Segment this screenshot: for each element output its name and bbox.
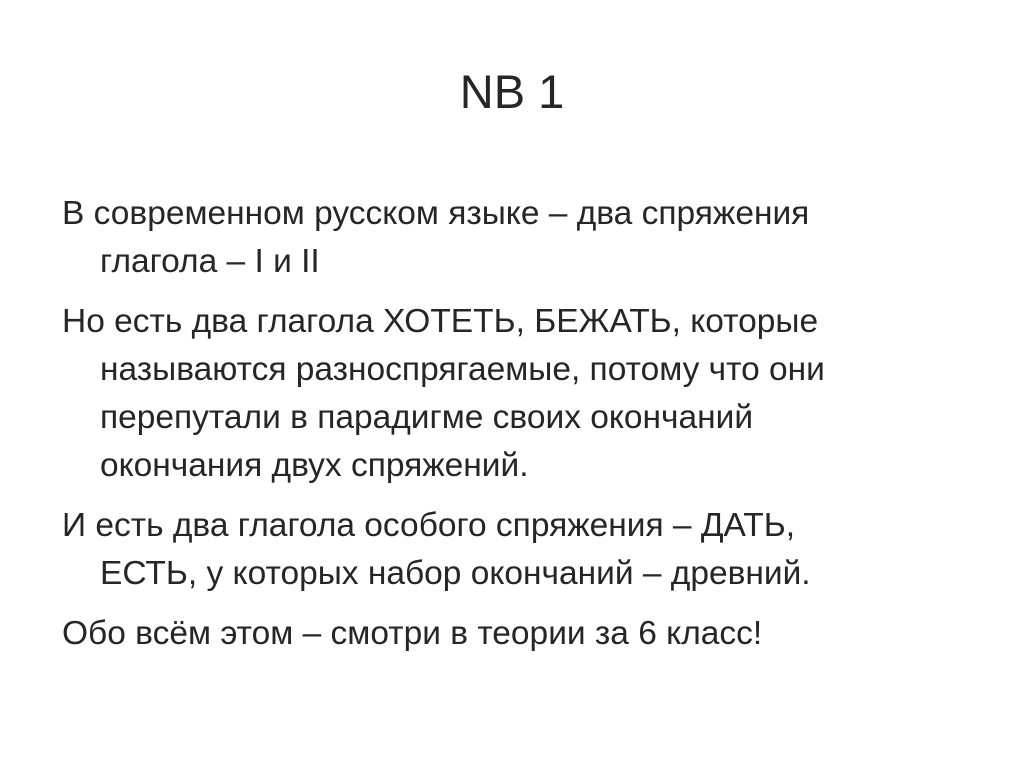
paragraph-line: Обо всём этом – смотри в теории за 6 класс!: [62, 615, 763, 652]
slide-title: NB 1: [459, 65, 565, 118]
paragraph-line: называются разноспрягаемые, потому что они: [100, 351, 825, 388]
paragraph-conjugations: [62, 190, 962, 286]
slide-body: [62, 190, 962, 670]
paragraph-special-conjugation: [62, 502, 962, 598]
paragraph-line: глагола – I и II: [100, 243, 320, 280]
paragraph-line: В современном русском языке – два спряжения: [62, 195, 810, 232]
paragraph-see-theory: [62, 610, 962, 658]
paragraph-line: ЕСТЬ, у которых набор окончаний – древний.: [100, 555, 811, 592]
paragraph-line: перепутали в парадигме своих окончаний: [100, 399, 754, 436]
paragraph-line: окончания двух спряжений.: [100, 447, 529, 484]
paragraph-mixed-conjugation: [62, 298, 962, 490]
paragraph-line: И есть два глагола особого спряжения – ДАТЬ,: [62, 507, 796, 544]
paragraph-line: Но есть два глагола ХОТЕТЬ, БЕЖАТЬ, которые: [62, 303, 819, 340]
